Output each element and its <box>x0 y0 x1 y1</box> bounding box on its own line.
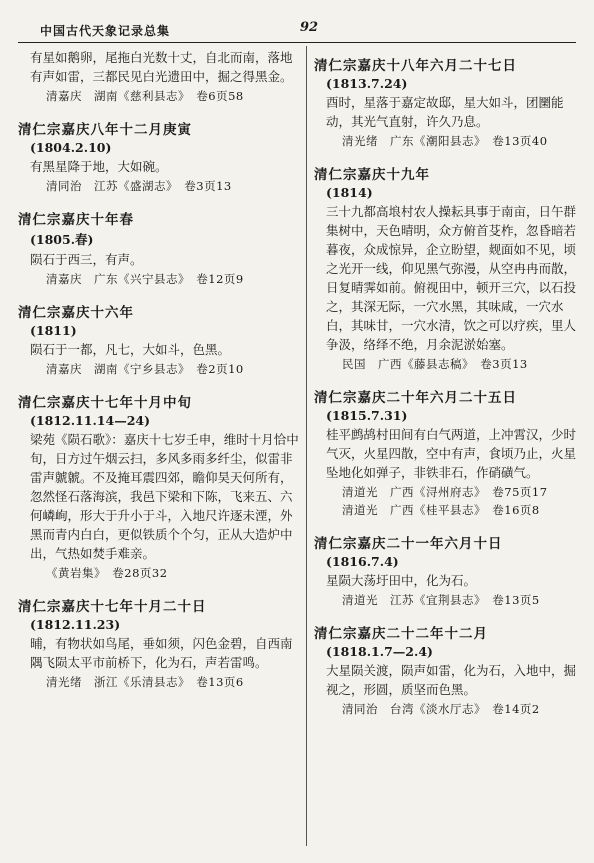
entry-date: (1812.11.14—24) <box>30 413 151 428</box>
entry-body: 晡，有物状如鸟尾，垂如须，闪色金碧，自西南隅飞陨太平市前桥下，化为石，声若雷鸣。 <box>30 636 293 670</box>
entry-citation: 清嘉庆 湖南《宁乡县志》 卷2页10 <box>46 362 244 376</box>
entry-body: 大星陨关渡，陨声如雷，化为石，入地中，掘视之，形圆，质坚而色黑。 <box>326 663 577 697</box>
entry-citation: 清嘉庆 湖南《慈利县志》 卷6页58 <box>46 89 244 103</box>
entry-body: 陨石于一都，凡七，大如斗，色黑。 <box>30 342 231 357</box>
entry-citation: 《黄岩集》 卷28页32 <box>46 566 168 580</box>
entry-title: 清仁宗嘉庆十七年十月二十日 <box>18 599 207 615</box>
entry-citation: 清光绪 广东《潮阳县志》 卷13页40 <box>342 134 548 148</box>
entry-1812-mid-oct <box>18 391 302 581</box>
entry-1814 <box>314 163 576 372</box>
entry-date: (1818.1.7—2.4) <box>326 644 433 659</box>
entry-body: 星陨大荡圩田中，化为石。 <box>326 573 477 588</box>
entry-date: (1804.2.10) <box>30 140 112 155</box>
entry-date: (1805.春) <box>30 232 94 247</box>
entry-date: (1813.7.24) <box>326 76 408 91</box>
entry-title: 清仁宗嘉庆十九年 <box>314 167 430 183</box>
entry-1818 <box>314 622 576 717</box>
entry-body: 三十九都高埌村农人操耘具事于南亩，日午群集树中，天色晴明，众方俯首芟柞，忽昏暗若暮夜，众成惊异，企立盼望，觌面如不见，顷之光开一线，仰见黑气弥漫，从空冉冉而散，日复晴霁如前。俯视田中，顿开三穴，以石投之，其深无际，一穴水黑，其味咸，一穴水白，其味甘，一穴水清，饮之可以疗疾，里人争汲，络绎不绝，月余泥淤始塞。 <box>326 204 577 352</box>
entry-title: 清仁宗嘉庆二十年六月二十五日 <box>314 390 517 406</box>
entry-citation: 清同治 台湾《淡水厅志》 卷14页2 <box>342 702 540 716</box>
entry-citation: 清同治 江苏《盛湖志》 卷3页13 <box>46 179 232 193</box>
entry-title: 清仁宗嘉庆二十一年六月十日 <box>314 536 503 552</box>
entry-1815 <box>314 386 576 518</box>
entry-body: 梁苑《陨石歌》：嘉庆十七岁壬申，维时十月恰中旬，日方过午烟云扫，多风多雨多纤尘，似雷非雷声虩虩。不及掩耳震四郊，瞻仰昊天何所有，忽然怪石落海滨，我邑下梁和下陈，飞来五、六何嶙峋，形大于升小于斗，入地尺许逐未湮，外黑而青内白白，更似铁质个个匀，正从大造炉中出，气热如焚手难亲。 <box>30 432 299 561</box>
entry-title: 清仁宗嘉庆八年十二月庚寅 <box>18 122 192 138</box>
entry-continuation <box>18 48 302 104</box>
entry-citation: 清光绪 浙江《乐清县志》 卷13页6 <box>46 675 244 689</box>
entry-title: 清仁宗嘉庆十年春 <box>18 212 134 228</box>
column-divider <box>306 46 307 846</box>
entry-body: 陨石于西三，有声。 <box>30 252 143 267</box>
entry-1804 <box>18 118 302 194</box>
book-title: 中国古代天象记录总集 <box>40 24 171 38</box>
entry-date: (1814) <box>326 185 373 200</box>
entry-title: 清仁宗嘉庆二十二年十二月 <box>314 626 488 642</box>
entry-date: (1816.7.4) <box>326 554 399 569</box>
left-column <box>18 48 302 704</box>
entry-1805 <box>18 208 302 287</box>
entry-body: 酉时，星落于嘉定故邸，星大如斗，团圞能动，其光气直射，许久乃息。 <box>326 95 564 129</box>
page-number: 92 <box>300 20 319 35</box>
entry-body: 有黑星降于地，大如碗。 <box>30 159 168 174</box>
entry-title: 清仁宗嘉庆十七年十月中旬 <box>18 395 192 411</box>
right-column <box>314 48 576 731</box>
entry-date: (1811) <box>30 323 77 338</box>
entry-title: 清仁宗嘉庆十六年 <box>18 305 134 321</box>
entry-1812-oct-20 <box>18 595 302 690</box>
entry-citation: 清道光 广西《浔州府志》 卷75页17 <box>342 485 548 499</box>
entry-body: 有星如鹅卵，尾拖白光数十丈，自北而南，落地有声如雷，三都民见白光遗田中，掘之得黑金。 <box>30 50 293 84</box>
page-header <box>18 20 576 42</box>
entry-title: 清仁宗嘉庆十八年六月二十七日 <box>314 58 517 74</box>
entry-1811 <box>18 301 302 377</box>
entry-1813 <box>314 54 576 149</box>
entry-citation: 清道光 广西《桂平县志》 卷16页8 <box>342 503 540 517</box>
entry-citation: 民国 广西《藤县志稿》 卷3页13 <box>342 357 528 371</box>
entry-citation: 清道光 江苏《宜荆县志》 卷13页5 <box>342 593 540 607</box>
entry-date: (1812.11.23) <box>30 617 121 632</box>
entry-citation: 清嘉庆 广东《兴宁县志》 卷12页9 <box>46 272 244 286</box>
entry-body: 桂平鹧鸪村田间有白气两道，上冲霄汉，少时气灭，火星四散，空中有声，食顷乃止，火星坠地化如弹子，非铁非石，作硝磺气。 <box>326 427 577 480</box>
header-rule <box>18 42 576 43</box>
entry-1816 <box>314 532 576 608</box>
entry-date: (1815.7.31) <box>326 408 408 423</box>
